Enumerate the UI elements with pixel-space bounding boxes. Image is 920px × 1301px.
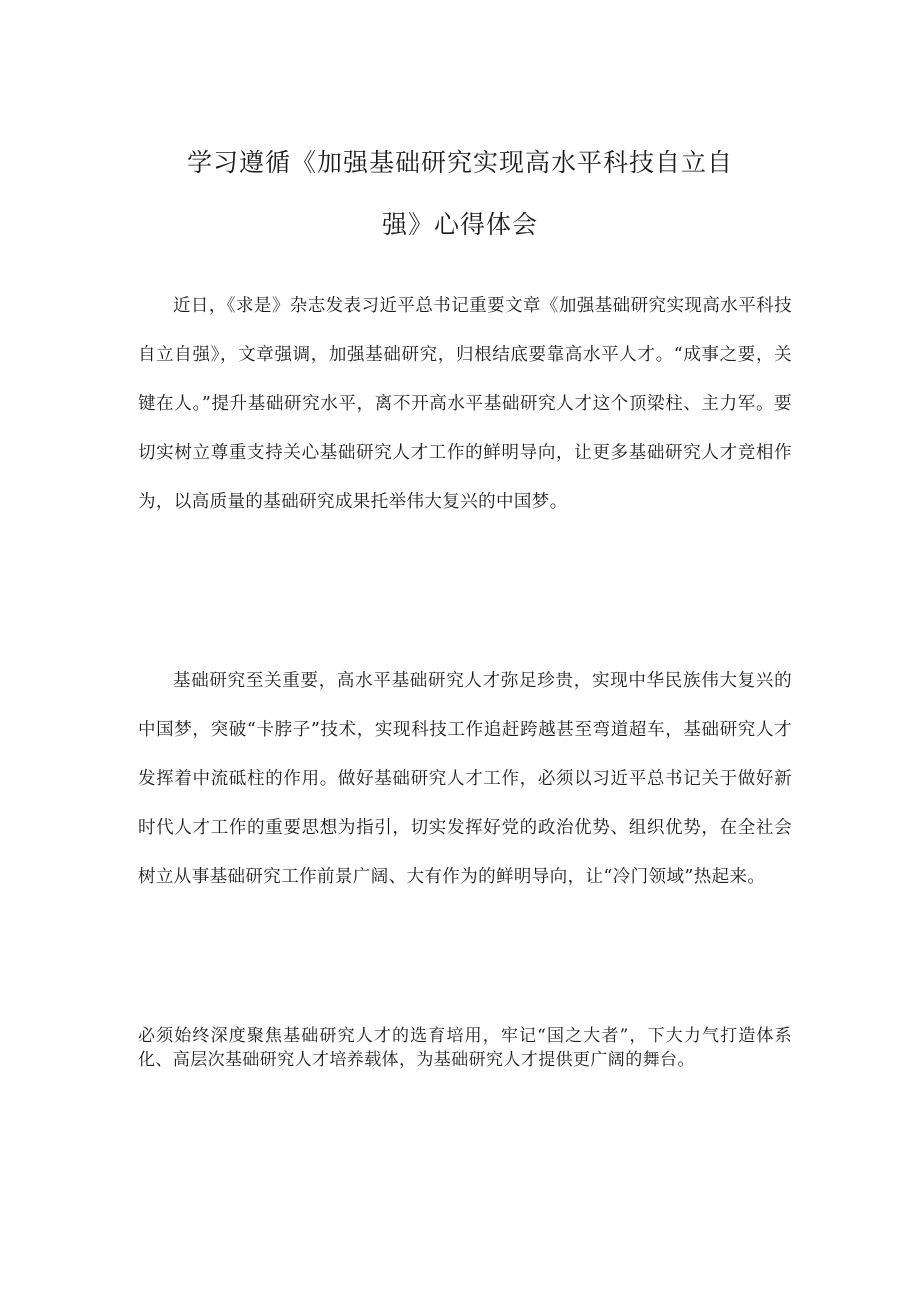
document-title-line-2: 强》心得体会 [381, 210, 538, 239]
document-title-line-1: 学习遵循《加强基础研究实现高水平科技自立自 [186, 148, 733, 177]
body-paragraph-1: 近日，《求是》杂志发表习近平总书记重要文章《加强基础研究实现高水平科技自立自强》，文章强调，加强基础研究，归根结底要靠高水平人才。“成事之要，关键在人。”提升基础研究水平，离不开高水平基础研究人才这个顶梁柱、主力军。要切实树立尊重支持关心基础研究人才工作的鲜明导向，让更多基础研究人才竞相作为，以高质量的基础研究成果托举伟大复兴的中国梦。 [138, 296, 792, 512]
document-title [130, 132, 790, 256]
body-paragraph-3: 必须始终深度聚焦基础研究人才的选育培用，牢记“国之大者”，下大力气打造体系化、高层次基础研究人才培养载体，为基础研究人才提供更广阔的舞台。 [138, 1026, 792, 1070]
body-paragraph-2: 基础研究至关重要，高水平基础研究人才弥足珍贵，实现中华民族伟大复兴的中国梦，突破“卡脖子”技术，实现科技工作追赶跨越甚至弯道超车，基础研究人才发挥着中流砥柱的作用。做好基础研究人才工作，必须以习近平总书记关于做好新时代人才工作的重要思想为指引，切实发挥好党的政治优势、组织优势，在全社会树立从事基础研究工作前景广阔、大有作为的鲜明导向，让“冷门领域”热起来。 [138, 671, 792, 887]
